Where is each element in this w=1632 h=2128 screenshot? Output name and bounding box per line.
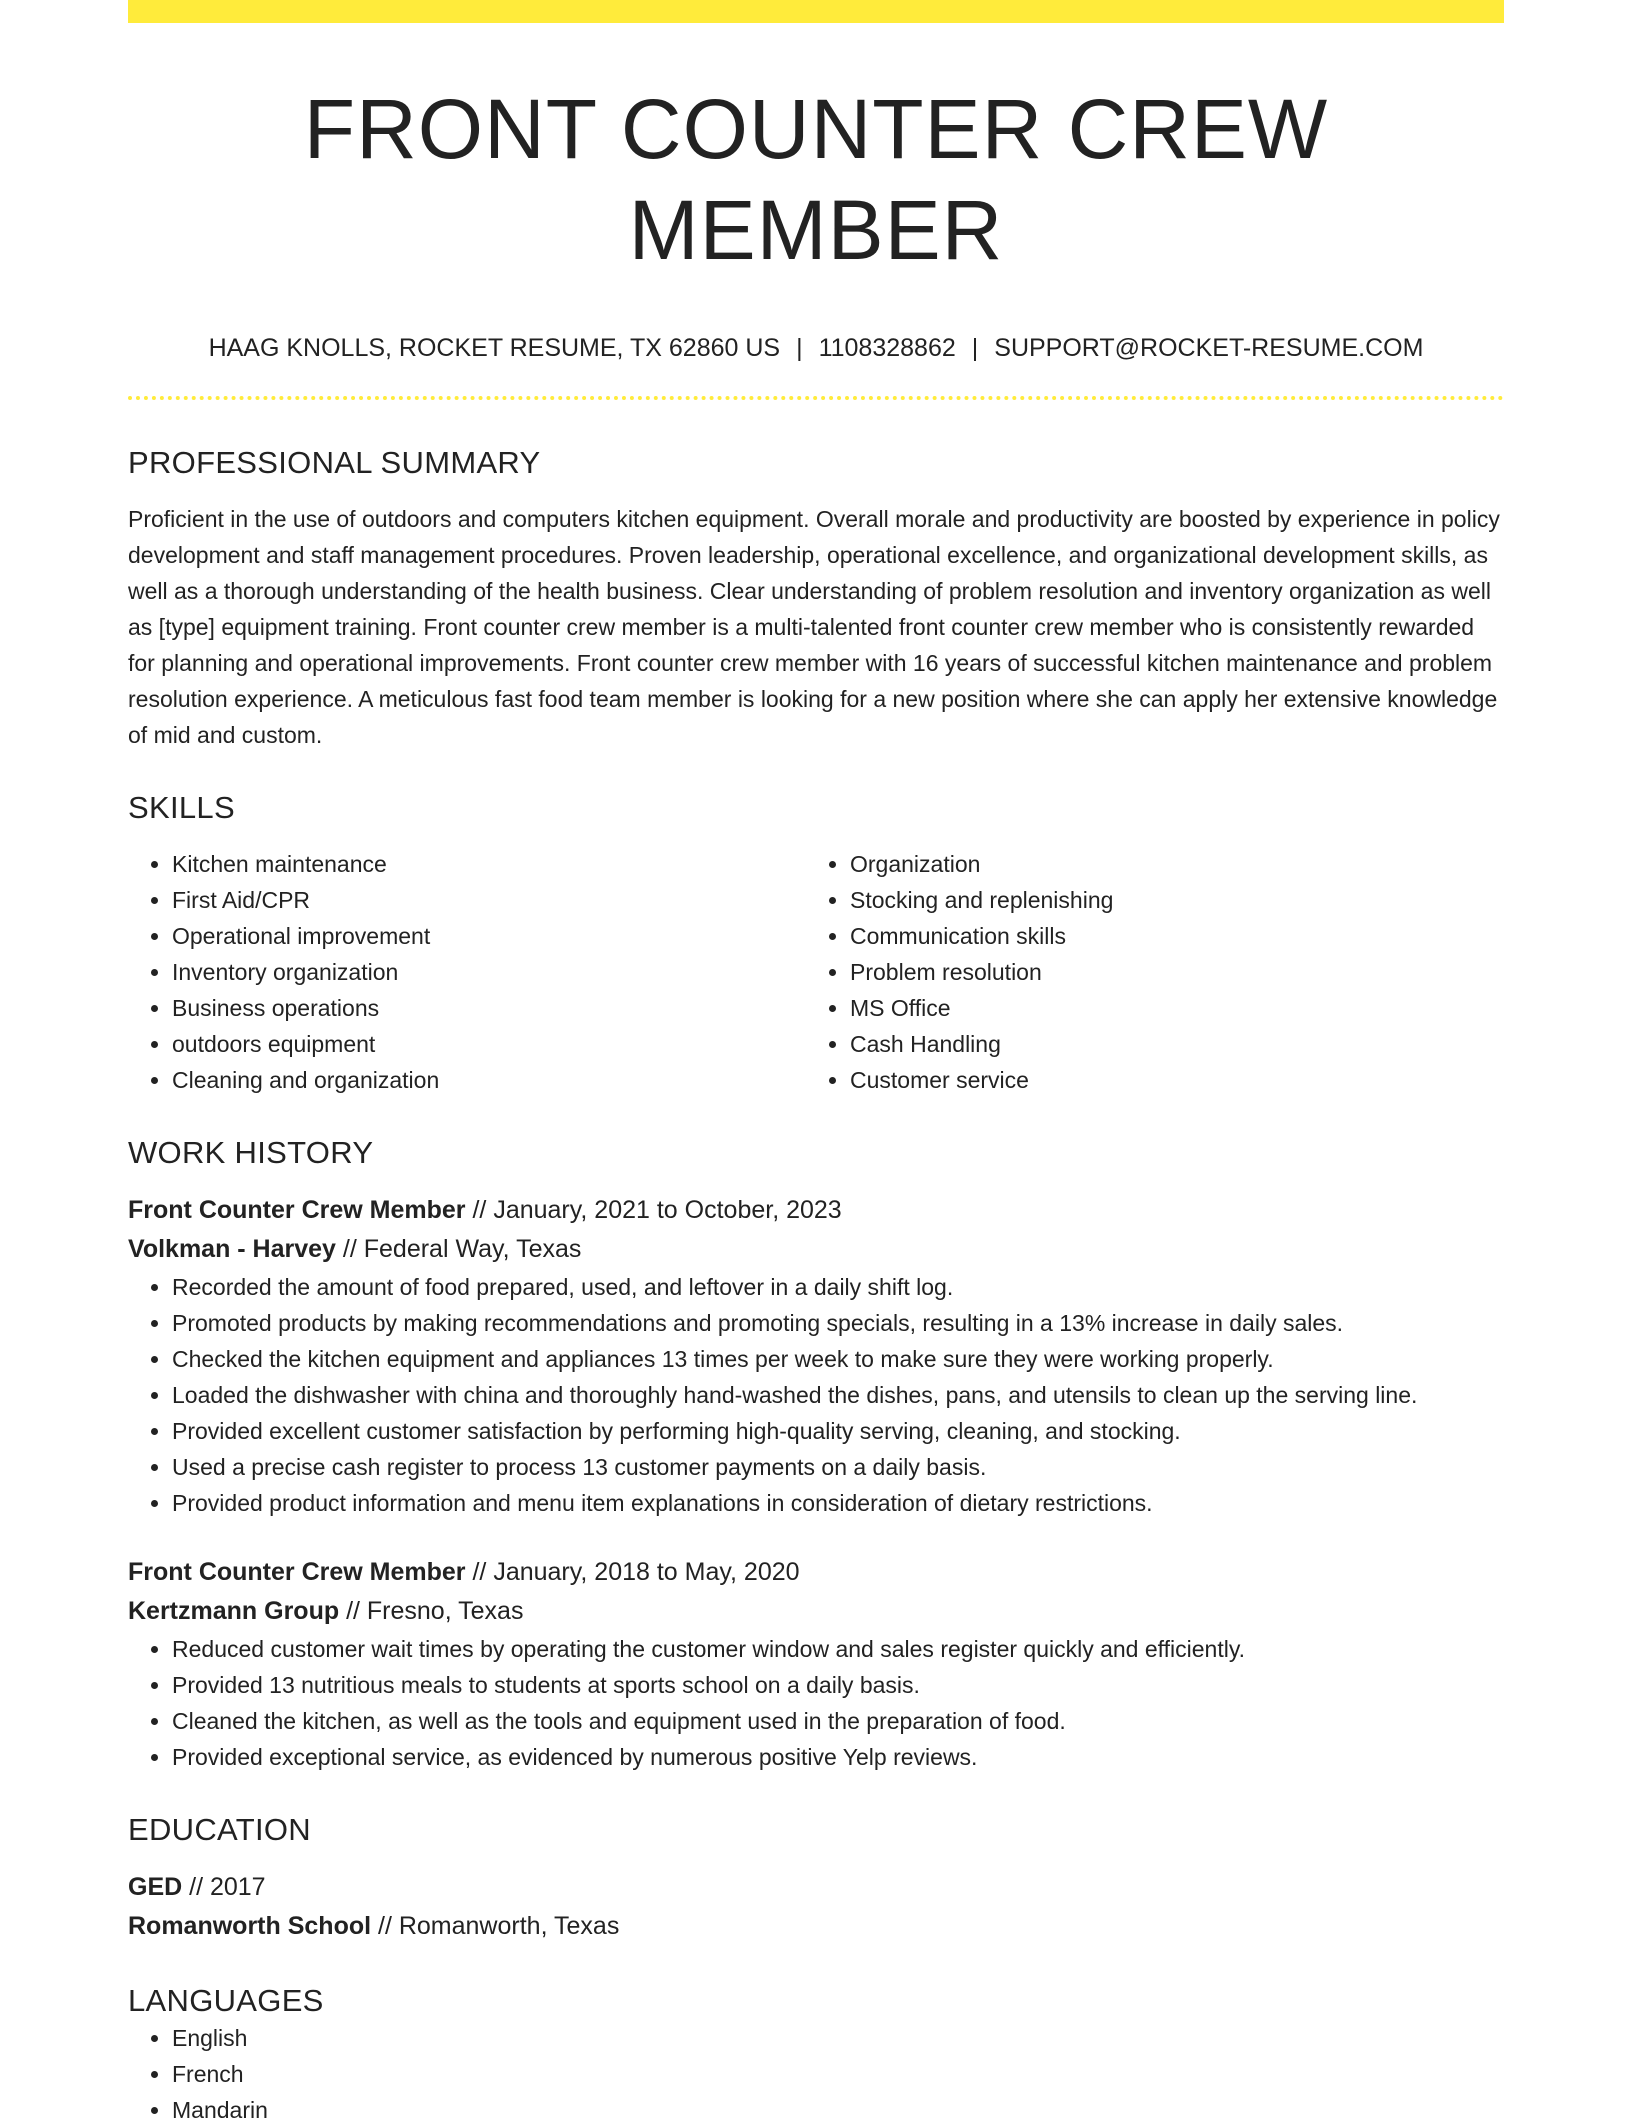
skill-item: • Cash Handling bbox=[850, 1026, 1484, 1062]
skill-item: • Communication skills bbox=[850, 918, 1484, 954]
education-year: // 2017 bbox=[182, 1873, 266, 1902]
skill-item: • Organization bbox=[850, 846, 1484, 882]
job-company-line bbox=[128, 1230, 1504, 1269]
contact-separator: | bbox=[796, 333, 803, 362]
job-duty-item: • Used a precise cash register to process 13 customer payments on a daily basis. bbox=[172, 1449, 1504, 1485]
skill-item: • Operational improvement bbox=[172, 918, 806, 954]
job-location: // Federal Way, Texas bbox=[335, 1235, 582, 1264]
job-company: Volkman - Harvey bbox=[128, 1235, 336, 1264]
job-duty-item: • Provided product information and menu item explanations in consideration of dietary restrictions. bbox=[172, 1485, 1504, 1521]
languages-heading: LANGUAGES bbox=[128, 1983, 324, 2019]
job-duties-list bbox=[128, 1269, 1504, 1521]
skill-item: • Business operations bbox=[172, 990, 806, 1026]
skill-item: • Customer service bbox=[850, 1062, 1484, 1098]
job-dates: // January, 2021 to October, 2023 bbox=[465, 1196, 842, 1225]
language-item: • Mandarin bbox=[172, 2092, 1504, 2128]
job-company-line bbox=[128, 1592, 1504, 1631]
language-item: • French bbox=[172, 2056, 1504, 2092]
skills-column-left bbox=[128, 846, 806, 1098]
job-duty-item: • Reduced customer wait times by operating the customer window and sales register quickly and efficiently. bbox=[172, 1631, 1504, 1667]
job-title-line bbox=[128, 1191, 1504, 1230]
language-item: • English bbox=[172, 2020, 1504, 2056]
contact-phone: 1108328862 bbox=[818, 333, 956, 362]
education-location: // Romanworth, Texas bbox=[371, 1912, 620, 1941]
job-title-line bbox=[128, 1553, 1504, 1592]
job-duty-item: • Recorded the amount of food prepared, used, and leftover in a daily shift log. bbox=[172, 1269, 1504, 1305]
languages-list bbox=[128, 2020, 1504, 2128]
education-school: Romanworth School bbox=[128, 1912, 372, 1941]
work-history-heading: WORK HISTORY bbox=[128, 1134, 374, 1170]
contact-email[interactable]: SUPPORT@ROCKET-RESUME.COM bbox=[994, 333, 1424, 362]
education-school-line bbox=[128, 1907, 1504, 1946]
job-dates: // January, 2018 to May, 2020 bbox=[465, 1558, 800, 1587]
job-duty-item: • Checked the kitchen equipment and appliances 13 times per week to make sure they were working properly. bbox=[172, 1341, 1504, 1377]
skills-heading: SKILLS bbox=[128, 789, 235, 825]
job-duty-item: • Provided exceptional service, as evidenced by numerous positive Yelp reviews. bbox=[172, 1739, 1504, 1775]
job-duty-item: • Provided excellent customer satisfaction by performing high-quality serving, cleaning, and stocking. bbox=[172, 1413, 1504, 1449]
job-location: // Fresno, Texas bbox=[339, 1597, 524, 1626]
resume-page bbox=[128, 0, 1504, 2128]
job-company: Kertzmann Group bbox=[128, 1597, 340, 1626]
skill-item: • Kitchen maintenance bbox=[172, 846, 806, 882]
dotted-divider bbox=[128, 396, 1504, 400]
job-duty-item: • Promoted products by making recommendations and promoting specials, resulting in a 13% increase in daily sales. bbox=[172, 1305, 1504, 1341]
contact-line bbox=[128, 333, 1504, 363]
education-heading: EDUCATION bbox=[128, 1812, 311, 1848]
summary-heading: PROFESSIONAL SUMMARY bbox=[128, 444, 541, 480]
skill-item: • Inventory organization bbox=[172, 954, 806, 990]
summary-text: Proficient in the use of outdoors and computers kitchen equipment. Overall morale and productivity are boosted by experience in policy development and staff management procedures. Proven leadership, operational excellence, and organizational development skills, as well as a thorough understanding of the health business. Clear understanding of problem resolution and inventory organization as well as [type] equipment training. Front counter crew member is a multi-talented front counter crew member who is consistently rewarded for planning and operational improvements. Front counter crew member with 16 years of successful kitchen maintenance and problem resolution experience. A meticulous fast food team member is looking for a new position where she can apply her extensive knowledge of mid and custom. bbox=[128, 505, 1500, 748]
job-duties-list bbox=[128, 1631, 1504, 1775]
education-degree-line bbox=[128, 1868, 1504, 1907]
skill-item: • Stocking and replenishing bbox=[850, 882, 1484, 918]
skill-item: • MS Office bbox=[850, 990, 1484, 1026]
job-duty-item: • Cleaned the kitchen, as well as the tools and equipment used in the preparation of food. bbox=[172, 1703, 1504, 1739]
skill-item: • Cleaning and organization bbox=[172, 1062, 806, 1098]
skills-list bbox=[128, 846, 1504, 1098]
skill-item: • Problem resolution bbox=[850, 954, 1484, 990]
skill-item: • outdoors equipment bbox=[172, 1026, 806, 1062]
resume-title: FRONT COUNTER CREW MEMBER bbox=[303, 82, 1329, 277]
education-degree: GED bbox=[128, 1873, 183, 1902]
accent-bar bbox=[128, 0, 1504, 23]
job-role: Front Counter Crew Member bbox=[128, 1196, 466, 1225]
job-duty-item: • Loaded the dishwasher with china and thoroughly hand-washed the dishes, pans, and utensils to clean up the serving line. bbox=[172, 1377, 1504, 1413]
skills-column-right bbox=[806, 846, 1484, 1098]
contact-separator: | bbox=[971, 333, 979, 362]
job-duty-item: • Provided 13 nutritious meals to students at sports school on a daily basis. bbox=[172, 1667, 1504, 1703]
contact-address: HAAG KNOLLS, ROCKET RESUME, TX 62860 US bbox=[208, 333, 781, 362]
job-role: Front Counter Crew Member bbox=[128, 1558, 466, 1587]
skill-item: • First Aid/CPR bbox=[172, 882, 806, 918]
